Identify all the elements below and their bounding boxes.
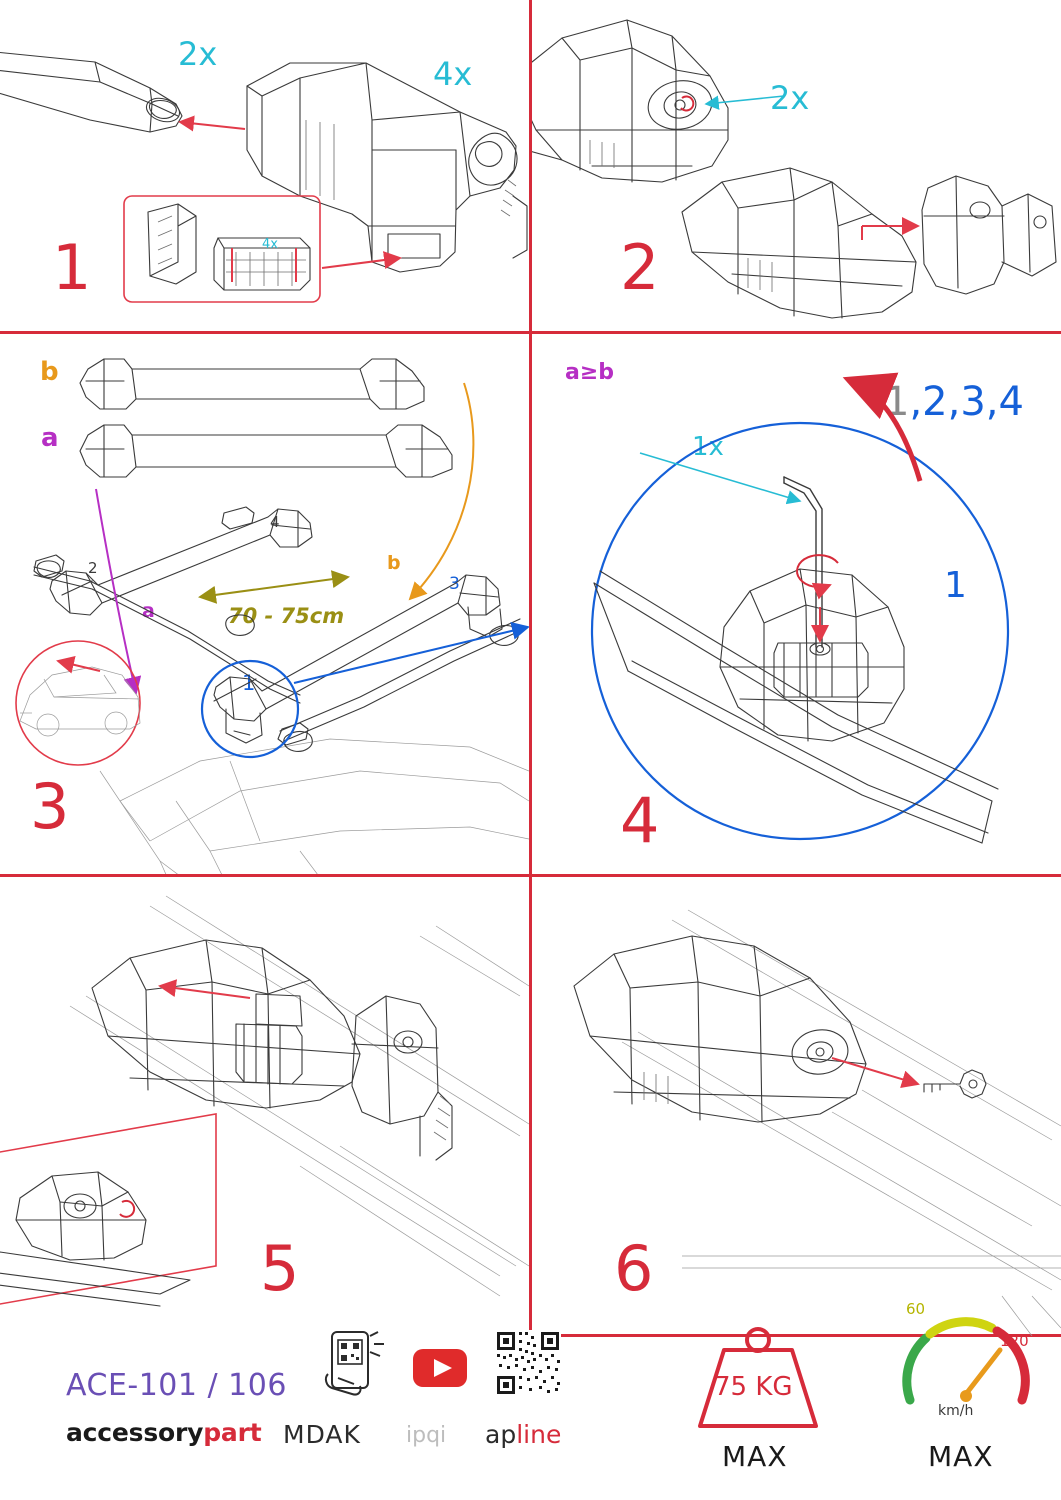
step-3-number: 3 — [30, 770, 71, 843]
step-3-distance-label: 70 - 75cm — [228, 604, 345, 628]
step-4-marker-1: 1 — [944, 565, 967, 606]
step-1-number: 1 — [52, 231, 93, 304]
step-3-marker-2: 2 — [88, 559, 98, 577]
step-3-marker-4: 4 — [270, 513, 280, 531]
weight-limit-value: 75 KG — [714, 1372, 793, 1402]
step-3-label-a-top: a — [41, 423, 59, 453]
brand-accessory-text: accessory — [66, 1418, 204, 1447]
weight-max-label: MAX — [722, 1440, 788, 1473]
step-4-qty: 1x — [692, 432, 724, 462]
step-1-qty-bar: 2x — [178, 35, 218, 73]
brand-ap-text: ap — [485, 1420, 517, 1449]
step-3-marker-3: 3 — [449, 574, 460, 594]
phone-scan-icon — [318, 1330, 396, 1402]
brand-part-text: part — [203, 1418, 262, 1447]
brand-mdak: MDAK — [283, 1420, 361, 1449]
step-6-illustration — [532, 876, 1061, 1336]
brand-line-text: line — [516, 1420, 562, 1449]
step-5-illustration — [0, 876, 529, 1336]
step-4-sequence-first: 1 — [884, 379, 910, 425]
step-3-illustration — [0, 331, 529, 874]
brand-ipqi: ipqi — [406, 1423, 447, 1448]
step-4-ratio-note: a≥b — [565, 360, 615, 385]
step-3-label-b-arrow: b — [387, 552, 401, 574]
step-3-label-a-arrow: a — [142, 600, 155, 622]
step-3-label-b-top: b — [40, 357, 59, 387]
step-4-illustration — [532, 331, 1061, 874]
svg-text:4x: 4x — [262, 237, 278, 252]
brand-apline — [485, 1420, 561, 1449]
speed-tick-max: 120 — [1000, 1332, 1029, 1350]
speed-tick-min: 60 — [906, 1300, 926, 1318]
product-code: ACE-101 / 106 — [66, 1368, 287, 1403]
qr-code-icon — [495, 1330, 561, 1396]
speed-max-label: MAX — [928, 1440, 994, 1473]
step-5-number: 5 — [260, 1232, 301, 1305]
step-1-qty-foot: 4x — [433, 55, 473, 93]
step-2-number: 2 — [620, 231, 661, 304]
step-2-qty: 2x — [770, 79, 810, 117]
step-6-number: 6 — [614, 1232, 655, 1305]
step-3-marker-1: 1 — [242, 671, 256, 695]
speed-unit-label: km/h — [938, 1403, 974, 1419]
step-4-number: 4 — [620, 784, 661, 857]
youtube-icon[interactable] — [412, 1348, 468, 1388]
step-2-illustration — [532, 0, 1061, 331]
step-4-sequence-rest: ,2,3,4 — [909, 379, 1024, 425]
brand-accessorypart — [66, 1418, 261, 1447]
step-1-illustration — [0, 0, 529, 331]
